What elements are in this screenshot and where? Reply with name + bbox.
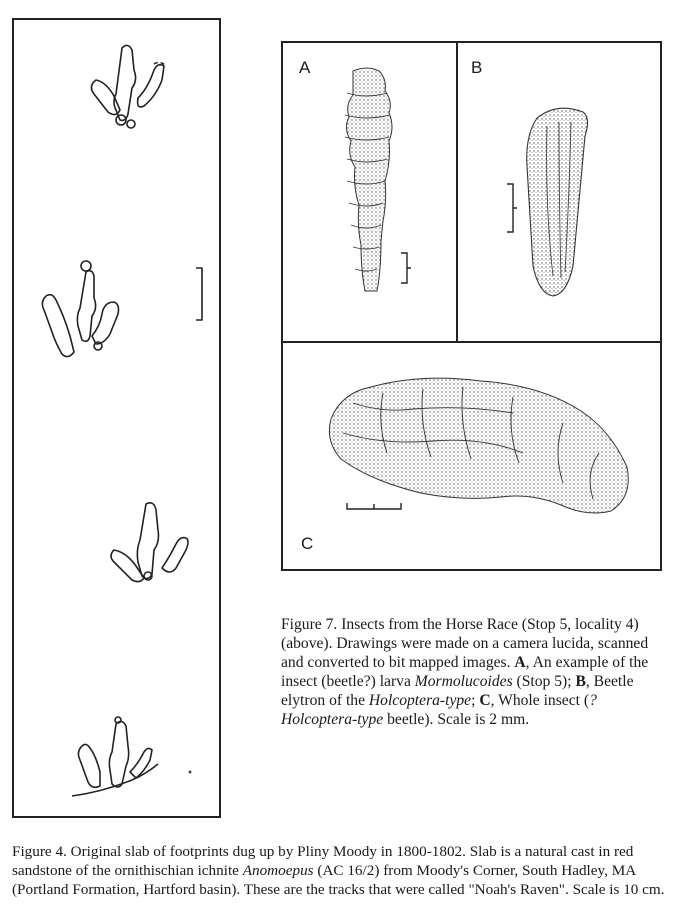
panel-divider-vertical	[456, 43, 458, 341]
caption-genus: Anomoepus	[242, 862, 314, 879]
whole-insect-drawing	[313, 363, 653, 543]
footprint-track-drawing	[14, 20, 219, 816]
figure-4-caption	[12, 842, 672, 899]
caption-type: Holcoptera-type	[368, 692, 472, 709]
caption-text: , An example of the insect (beetle?) larva	[281, 654, 649, 690]
caption-letter-c: C	[479, 692, 491, 709]
caption-text: , Whole insect (	[490, 692, 590, 709]
panel-divider-horizontal	[283, 341, 660, 343]
panel-label-c: C	[301, 534, 314, 553]
caption-letter-a: A	[514, 654, 526, 671]
panel-label-a: A	[299, 58, 311, 77]
caption-text: (AC 16/2) from Moody's Corner, South Hadley, MA (Portland Formation, Hartford basin). These are the tracks that were called "Noah's Raven". Scale is 10 cm.	[12, 862, 665, 898]
figure-4-slab	[12, 18, 221, 818]
figure-7-caption	[281, 615, 671, 729]
caption-text: , Beetle elytron of the	[281, 673, 634, 709]
panel-label-b: B	[471, 58, 483, 77]
footprint-4	[72, 717, 158, 796]
caption-genus: Mormolucoides	[414, 673, 513, 690]
caption-text: ;	[471, 692, 480, 709]
footprint-1	[91, 45, 166, 128]
elytron-drawing	[493, 98, 653, 328]
caption-text: beetle). Scale is 2 mm.	[383, 711, 530, 728]
caption-text: (Stop 5);	[512, 673, 576, 690]
caption-label: Figure 4.	[12, 843, 67, 860]
figure-7-insects	[281, 41, 662, 571]
scale-bar-fig4	[196, 268, 202, 320]
caption-type: ?Holcoptera-type	[281, 692, 597, 728]
caption-text: Original slab of footprints dug up by Pliny Moody in 1800-1802. Slab is a natural cast in red sandstone of the ornithischian ichnite	[12, 843, 634, 879]
footprint-2	[42, 261, 118, 357]
footprint-3	[111, 503, 188, 582]
caption-text: Figure 7. Insects from the Horse Race (Stop 5, locality 4) (above). Drawings were made on a camera lucida, scanned and converted to bit mapped images.	[281, 616, 649, 671]
caption-letter-b: B	[575, 673, 586, 690]
larva-drawing	[311, 63, 431, 323]
